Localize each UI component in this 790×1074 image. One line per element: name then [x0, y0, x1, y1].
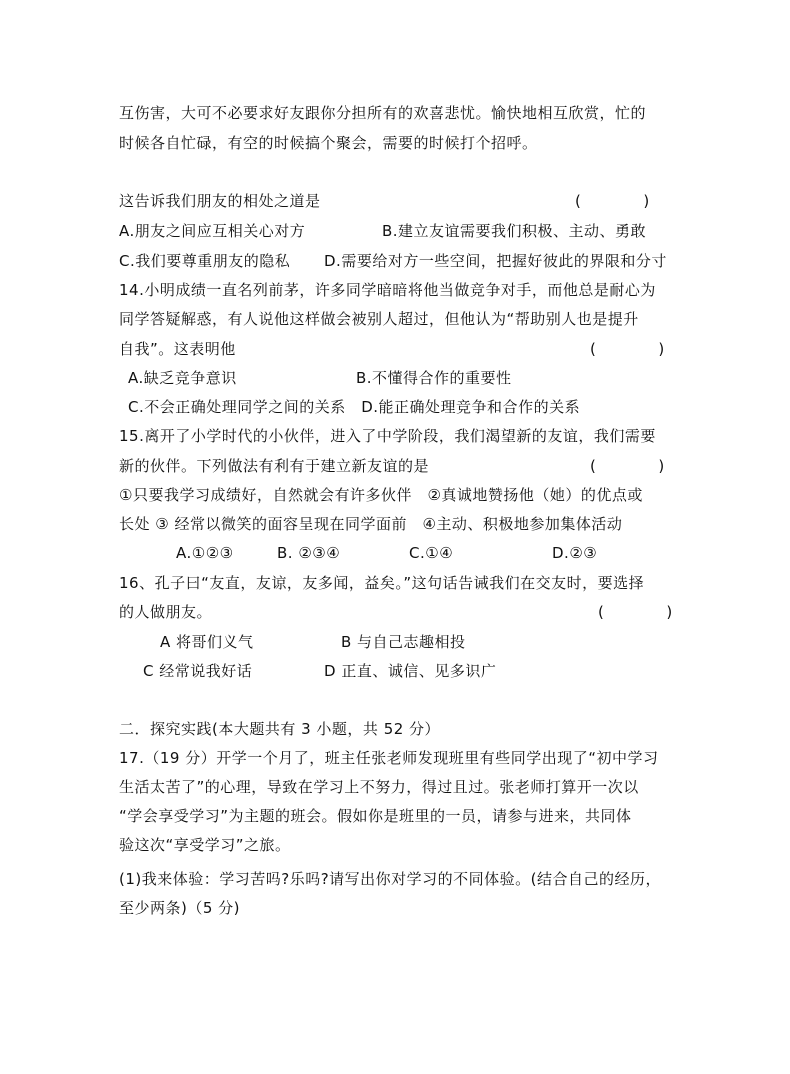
- option-b: B 与自己志趣相投: [341, 633, 466, 651]
- question-15-line: 新的伙伴。下列做法有利有于建立新友谊的是: [119, 457, 430, 475]
- question-14-line: 同学答疑解惑，有人说他这样做会被别人超过，但他认为“帮助别人也是提升: [119, 310, 639, 328]
- answer-paren: ( ): [598, 603, 673, 621]
- option-c: C 经常说我好话: [143, 662, 253, 680]
- question-14-line: 14.小明成绩一直名列前茅，许多同学暗暗将他当做竞争对手，而他总是耐心为: [119, 281, 656, 299]
- question-16-line: 16、孔子曰“友直，友谅，友多闻，益矣。”这句话告诫我们在交友时，要选择: [119, 574, 645, 592]
- option-d: D 正直、诚信、见多识广: [324, 662, 497, 680]
- option-b: B.建立友谊需要我们积极、主动、勇敢: [382, 222, 647, 240]
- question-16-line: 的人做朋友。: [119, 603, 213, 621]
- question-17-line: 17.（19 分）开学一个月了，班主任张老师发现班里有些同学出现了“初中学习: [119, 749, 659, 767]
- question-13-stem: 这告诉我们朋友的相处之道是: [119, 192, 321, 210]
- option-a: A.朋友之间应互相关心对方: [119, 222, 306, 240]
- option-d: D.②③: [552, 544, 598, 562]
- question-15-line: ①只要我学习成绩好，自然就会有许多伙伴 ②真诚地赞扬他（她）的优点或: [119, 486, 643, 504]
- question-17-line: 生活太苦了”的心理，导致在学习上不努力，得过且过。张老师打算开一次以: [119, 778, 639, 796]
- answer-paren: ( ): [590, 457, 665, 475]
- question-14-line: 自我”。这表明他: [119, 340, 236, 358]
- question-17-sub-1: (1)我来体验：学习苦吗?乐吗?请写出你对学习的不同体验。(结合自己的经历，: [119, 870, 662, 888]
- question-17-line: “学会享受学习”为主题的班会。假如你是班里的一员，请参与进来，共同体: [119, 807, 632, 825]
- option-c: C.我们要尊重朋友的隐私: [119, 252, 291, 270]
- option-b: B. ②③④: [277, 544, 341, 562]
- question-15-line: 15.离开了小学时代的小伙伴，进入了中学阶段，我们渴望新的友谊，我们需要: [119, 427, 656, 445]
- option-a: A.①②③: [176, 544, 234, 562]
- section-heading: 二．探究实践(本大题共有 3 小题，共 52 分）: [119, 720, 441, 738]
- option-c: C.①④: [409, 544, 454, 562]
- paragraph-line: 时候各自忙碌，有空的时候搞个聚会，需要的时候打个招呼。: [119, 134, 538, 152]
- option-b: B.不懂得合作的重要性: [356, 369, 512, 387]
- question-17-line: 验这次“享受学习”之旅。: [119, 836, 291, 854]
- answer-paren: ( ): [575, 192, 650, 210]
- question-15-line: 长处 ③ 经常以微笑的面容呈现在同学面前 ④主动、积极地参加集体活动: [119, 515, 623, 533]
- paragraph-line: 互伤害，大可不必要求好友跟你分担所有的欢喜悲忧。愉快地相互欣赏，忙的: [119, 104, 647, 122]
- option-a: A.缺乏竞争意识: [128, 369, 237, 387]
- question-17-sub-1: 至少两条)（5 分): [119, 899, 241, 917]
- option-a: A 将哥们义气: [160, 633, 254, 651]
- answer-paren: ( ): [590, 340, 665, 358]
- option-cd: C.不会正确处理同学之间的关系 D.能正确处理竞争和合作的关系: [128, 398, 581, 416]
- option-d: D.需要给对方一些空间，把握好彼此的界限和分寸: [324, 252, 667, 270]
